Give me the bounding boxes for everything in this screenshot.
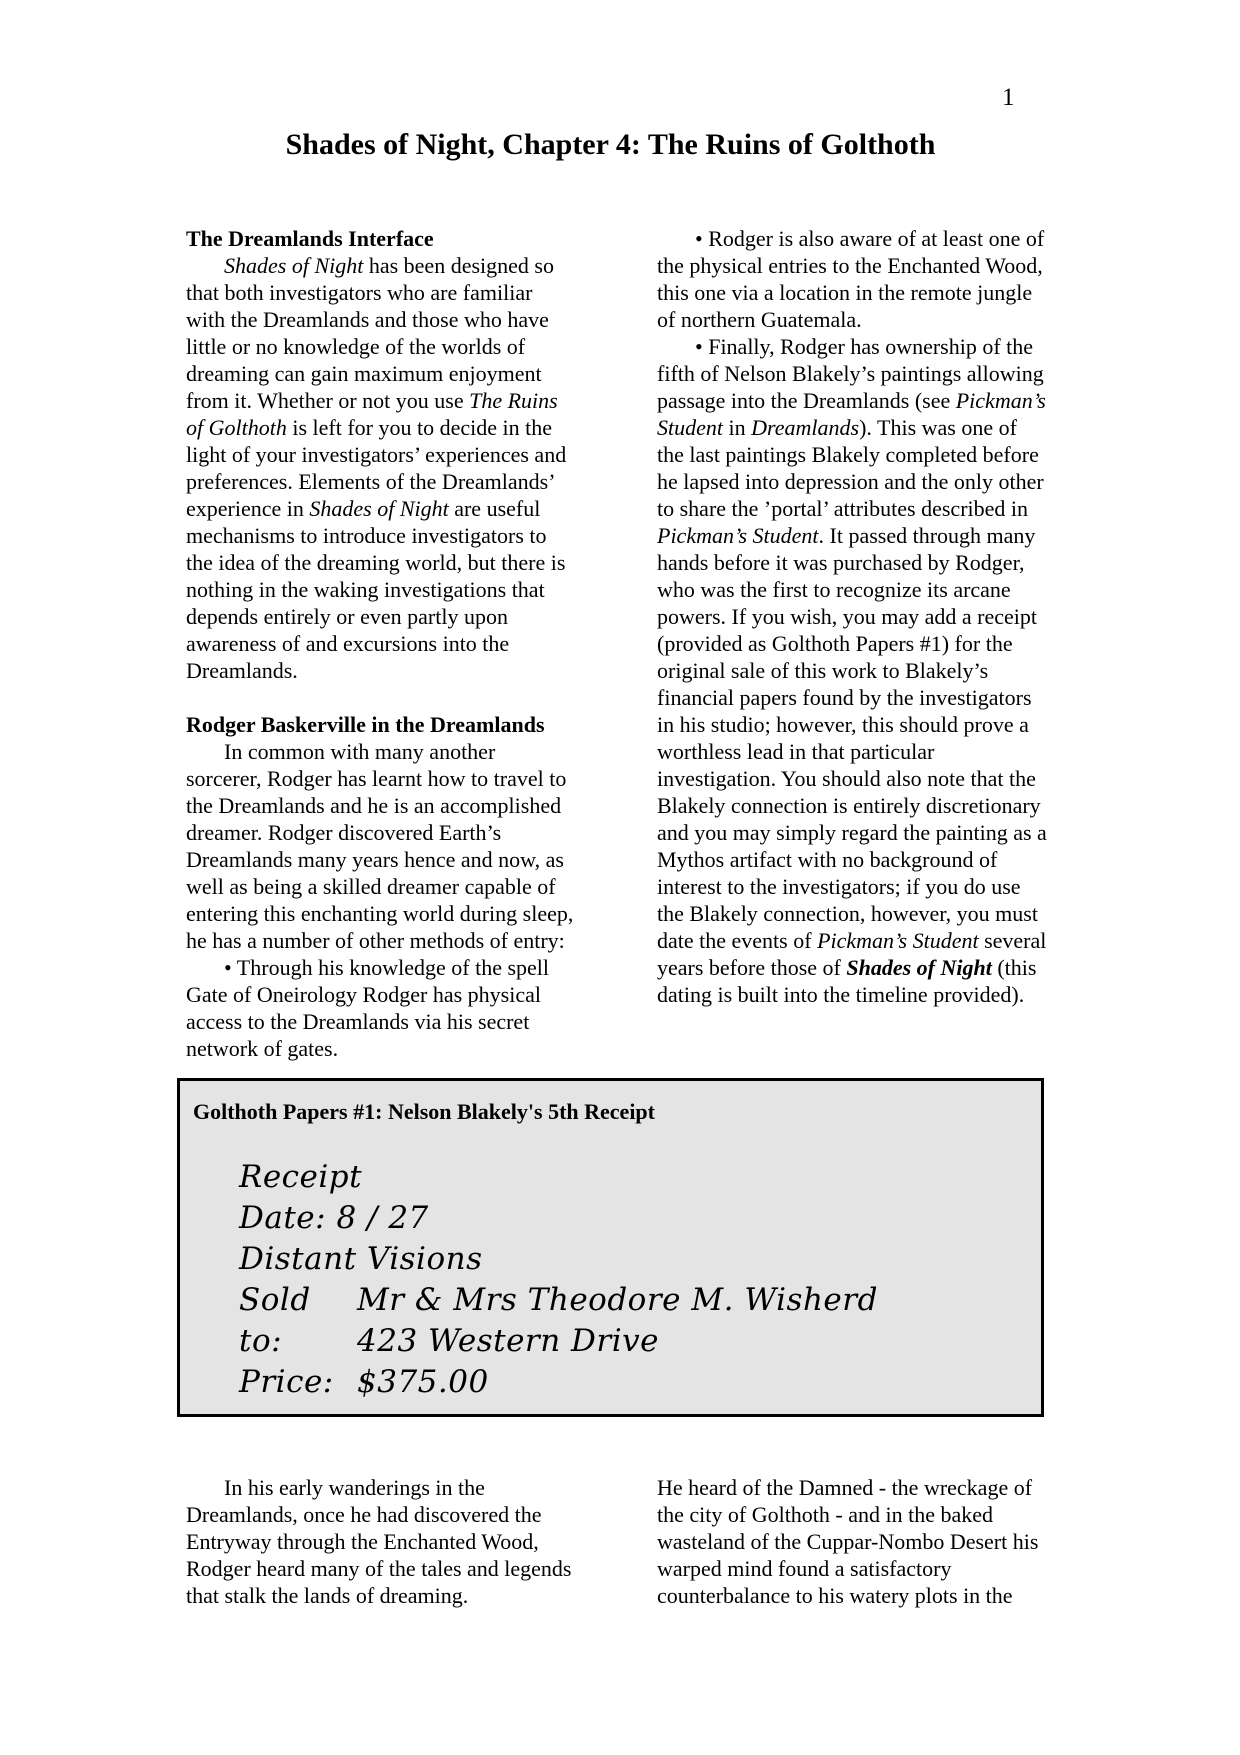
bullet-paragraph-gate-of-oneirology: [186, 954, 576, 1062]
text-segment: . It passed through many hands before it was purchased by Rodger, who was the first to recognize its arcane powers. If you wish, you may add a receipt (provided as Golthoth Papers #1) for the original sale of this work to Blakely’s financial papers found by the investigators in his studio; however, this should prove a worthless lead in that particular investigation. You should also note that the Blakely connection is entirely discretionary and you may simply regard the painting as a Mythos artifact with no background of interest to the investigators; if you do use the Blakely connection, however, you must date the events of: [657, 523, 1047, 953]
receipt-date: Date: 8 / 27: [239, 1200, 429, 1236]
receipt-price-row: [239, 1362, 1027, 1403]
receipt-gallery-name: Distant Visions: [239, 1241, 483, 1277]
bullet-paragraph-physical-entries: [657, 225, 1047, 333]
receipt-sold-to-value: [357, 1280, 1027, 1362]
left-column: [186, 225, 576, 1062]
text-segment: Shades of Night: [309, 496, 449, 521]
text-segment: Pickman’s Student: [657, 523, 819, 548]
text-segment: In common with many another sorcerer, Rodger has learnt how to travel to the Dreamlands and he is an accomplished dreamer. Rodger discovered Earth’s Dreamlands many years hence and now, as well as being a skilled dreamer capable of entering this enchanting world during sleep, he has a number of other methods of entry:: [186, 739, 574, 953]
text-segment: The Ruins of Golthoth: [186, 388, 558, 440]
receipt-box-header: Golthoth Papers #1: Nelson Blakely's 5th Receipt: [193, 1099, 655, 1124]
text-segment: Shades of Night: [224, 253, 364, 278]
bottom-right-column: [657, 1474, 1047, 1609]
right-column: [657, 225, 1047, 1062]
paragraph-heard-of-the-damned: [657, 1474, 1047, 1609]
receipt-price-value: $375.00: [357, 1364, 489, 1400]
text-segment: several years before those of: [657, 928, 1047, 980]
paragraph-dreamlands-interface: [186, 252, 576, 684]
page-title: Shades of Night, Chapter 4: The Ruins of Golthoth: [285, 128, 936, 161]
bullet-paragraph-blakely-painting: [657, 333, 1047, 1008]
text-segment: has been designed so that both investigators who are familiar with the Dreamlands and those who have little or no knowledge of the worlds of dreaming can gain maximum enjoyment from it. Whether or not you use: [186, 253, 554, 413]
receipt-title: Receipt: [239, 1159, 363, 1195]
text-segment: He heard of the Damned - the wreckage of the city of Golthoth - and in the baked wasteland of the Cuppar-Nombo Desert his warped mind found a satisfactory counterbalance to his watery plots in the: [657, 1475, 1039, 1608]
text-segment: In his early wanderings in the Dreamlands, once he had discovered the Entryway through the Enchanted Wood, Rodger heard many of the tales and legends that stalk the lands of dreaming.: [186, 1475, 572, 1608]
text-segment: is left for you to decide in the light of your investigators’ experiences and preferences. Elements of the Dreamlands’ experience in: [186, 415, 567, 521]
receipt-buyer-name: Mr & Mrs Theodore M. Wisherd: [357, 1282, 878, 1318]
text-segment: in: [723, 415, 752, 440]
text-segment: ). This was one of the last paintings Blakely completed before he lapsed into depression and the only other to share the ’portal’ attributes described in: [657, 415, 1044, 521]
text-segment: • Through his knowledge of the spell Gate of Oneirology Rodger has physical access to the Dreamlands via his secret network of gates.: [186, 955, 550, 1061]
handwritten-receipt: [239, 1157, 1027, 1403]
receipt-price-label: Price:: [239, 1364, 334, 1400]
lower-two-column-area: [186, 1474, 1047, 1609]
receipt-sold-to-label: Sold to:: [239, 1282, 311, 1359]
receipt-buyer-address: 423 Western Drive: [357, 1323, 660, 1359]
receipt-sold-to-row: [239, 1280, 1027, 1362]
bottom-left-column: [186, 1474, 576, 1609]
text-segment: Shades of Night: [846, 955, 992, 980]
text-segment: (this dating is built into the timeline provided).: [657, 955, 1037, 1007]
text-segment: are useful mechanisms to introduce investigators to the idea of the dreaming world, but there is nothing in the waking investigations that depends entirely or even partly upon awareness of and excursions into the Dreamlands.: [186, 496, 566, 683]
page-number: 1: [1002, 84, 1015, 111]
text-segment: • Rodger is also aware of at least one of the physical entries to the Enchanted Wood, this one via a location in the remote jungle of northern Guatemala.: [657, 226, 1045, 332]
paragraph-rodger-baskerville: [186, 738, 576, 954]
text-segment: Dreamlands: [751, 415, 860, 440]
upper-two-column-area: [186, 225, 1047, 1062]
text-segment: Pickman’s Student: [657, 388, 1046, 440]
golthoth-papers-receipt-box: [177, 1078, 1044, 1417]
section-heading-rodger-baskerville: Rodger Baskerville in the Dreamlands: [186, 712, 545, 737]
text-segment: Pickman’s Student: [817, 928, 979, 953]
paragraph-early-wanderings: [186, 1474, 576, 1609]
text-segment: • Finally, Rodger has ownership of the fifth of Nelson Blakely’s paintings allowing passage into the Dreamlands (see: [657, 334, 1044, 413]
section-heading-dreamlands-interface: The Dreamlands Interface: [186, 226, 434, 251]
